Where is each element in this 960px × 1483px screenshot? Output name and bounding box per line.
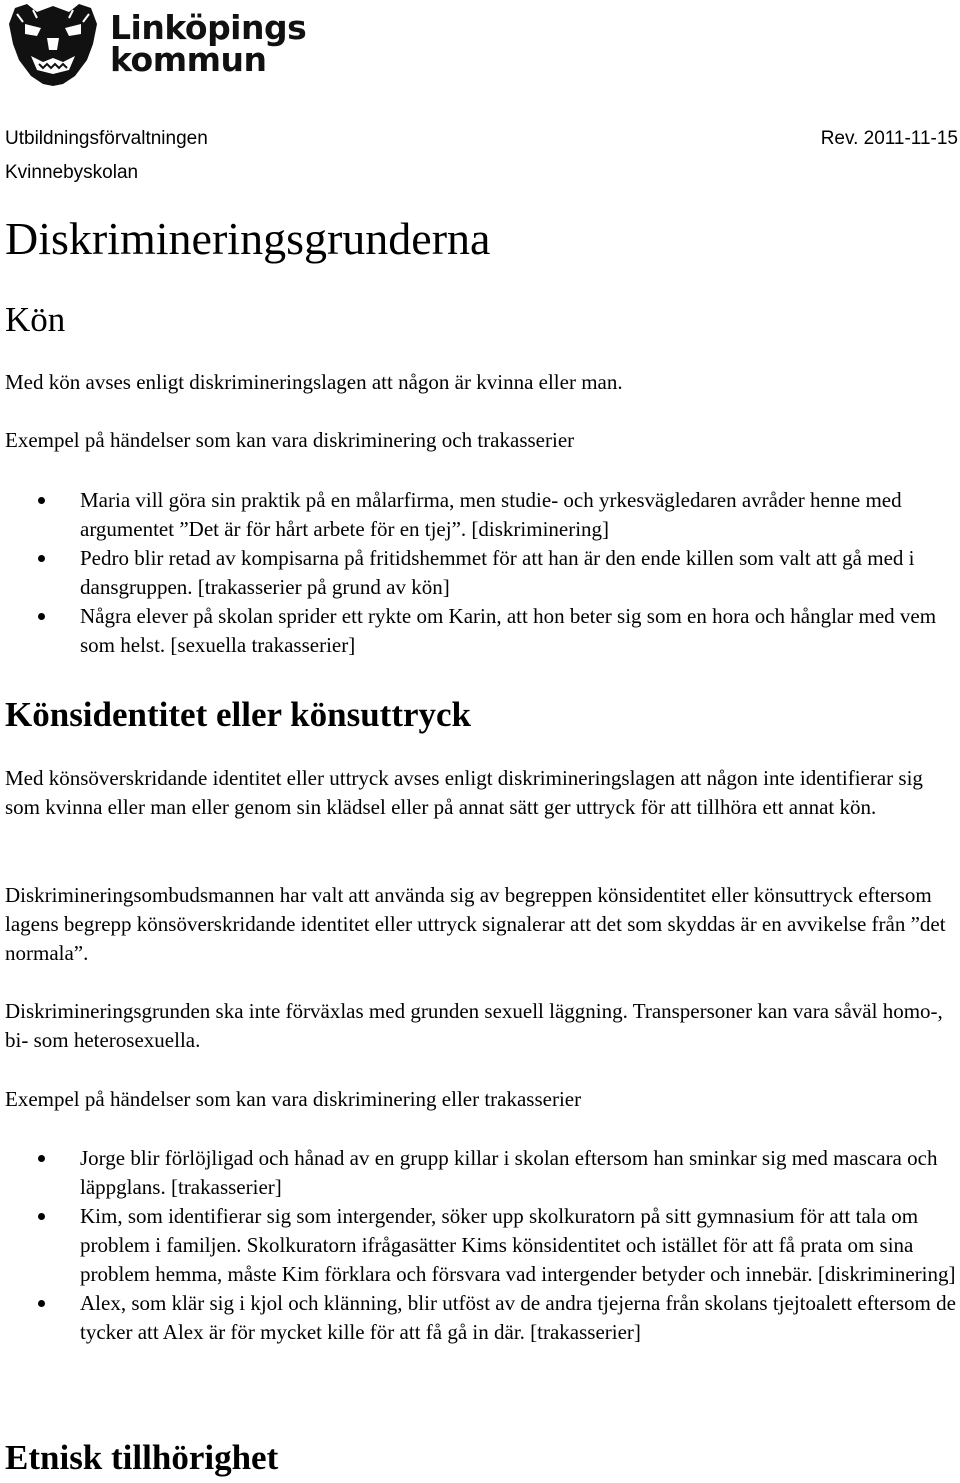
identitet-paragraph-3: Diskrimineringsgrunden ska inte förväxlas med grunden sexuell läggning. Transpersoner kan vara såväl homo-, bi- som heterosexuella. <box>5 999 943 1052</box>
identitet-paragraph-2: Diskrimineringsombudsmannen har valt att använda sig av begreppen könsidentitet eller könsuttryck eftersom lagens begrepp könsöverskridande identitet eller uttryck signalerar att det som skyddas är en avvikelse från ”det normala”. <box>5 883 946 965</box>
section-heading-etnisk: Etnisk tillhörighet <box>5 1438 279 1477</box>
revision-date: Rev. 2011-11-15 <box>820 128 958 149</box>
kon-examples-intro: Exempel på händelser som kan vara diskriminering och trakasserier <box>5 428 575 452</box>
school-name: Kvinnebyskolan <box>5 162 139 183</box>
list-item: Jorge blir förlöjligad och hånad av en grupp killar i skolan eftersom han sminkar sig med mascara och läppglans. [trakasserier] <box>0 1144 960 1202</box>
lion-emblem-icon <box>3 2 103 88</box>
section-heading-kon: Kön <box>5 300 66 339</box>
municipality-logo <box>3 2 307 88</box>
logo-line-1: Linköpings <box>110 8 307 47</box>
department-name: Utbildningsförvaltningen <box>5 128 208 149</box>
section-heading-identitet: Könsidentitet eller könsuttryck <box>5 695 472 734</box>
list-item: Kim, som identifierar sig som intergender, söker upp skolkuratorn på sitt gymnasium för att tala om problem i familjen. Skolkuratorn ifrågasätter Kims könsidentitet och istället för att få prata om sina problem hemma, måste Kim förklara och försvara vad intergender betyder och innebär. [diskriminering] <box>0 1202 960 1289</box>
document-header-left <box>5 122 208 190</box>
list-item: Maria vill göra sin praktik på en målarfirma, men studie- och yrkesvägledaren avråder henne med argumentet ”Det är för hårt arbete för en tjej”. [diskriminering] <box>0 486 960 544</box>
list-item: Pedro blir retad av kompisarna på fritidshemmet för att han är den ende killen som valt att gå med i dansgruppen. [trakasserier på grund av kön] <box>0 544 960 602</box>
logo-line-2: kommun <box>110 40 267 79</box>
list-item: Alex, som klär sig i kjol och klänning, blir utföst av de andra tjejerna från skolans tjejtoalett eftersom de tycker att Alex är för mycket kille för att få gå in där. [trakasserier] <box>0 1289 960 1347</box>
list-item: Några elever på skolan sprider ett rykte om Karin, att hon beter sig som en hora och hånglar med vem som helst. [sexuella trakasserier] <box>0 602 960 660</box>
page-title: Diskrimineringsgrunderna <box>5 213 491 264</box>
identitet-paragraph-1: Med könsöverskridande identitet eller uttryck avses enligt diskrimineringslagen att någon inte identifierar sig som kvinna eller man eller genom sin klädsel eller på annat sätt ger uttryck för att tillhöra ett annat kön. <box>5 766 923 819</box>
identitet-examples-intro: Exempel på händelser som kan vara diskriminering eller trakasserier <box>5 1087 582 1111</box>
kon-definition: Med kön avses enligt diskrimineringslagen att någon är kvinna eller man. <box>5 370 623 394</box>
kon-examples-list <box>0 486 960 660</box>
logo-wordmark <box>110 8 307 79</box>
identitet-examples-list <box>0 1144 960 1347</box>
